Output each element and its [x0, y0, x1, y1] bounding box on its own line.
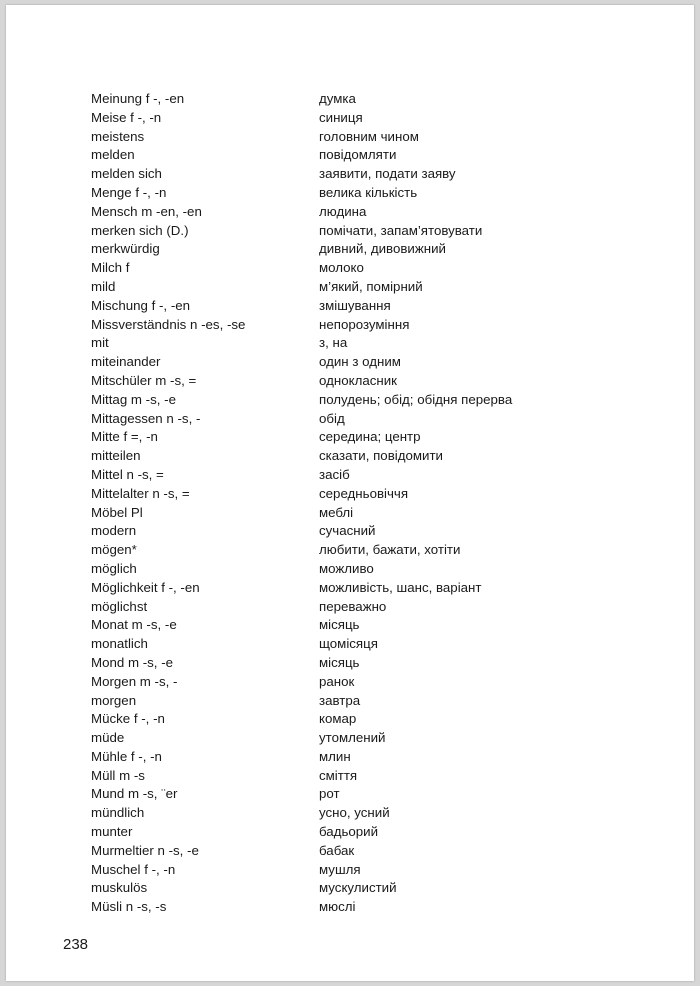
grammar-info: f -, -n — [127, 748, 162, 764]
ukrainian-translation: полудень; обід; обідня перерва — [319, 391, 513, 407]
grammar-info: m -s, - — [136, 673, 178, 689]
vocabulary-entry — [91, 184, 651, 203]
german-word: Murmeltier — [91, 842, 154, 858]
german-word: Morgen — [91, 673, 137, 689]
ukrainian-translation: середина; центр — [319, 429, 421, 445]
ukrainian-translation: місяць — [319, 654, 360, 670]
german-word: Missverständnis — [91, 316, 187, 332]
vocabulary-entry — [91, 560, 651, 579]
grammar-info: f -, -en — [147, 297, 191, 313]
vocabulary-entry — [91, 259, 651, 278]
vocabulary-entry — [91, 447, 651, 466]
vocabulary-entry — [91, 504, 651, 523]
vocabulary-entry — [91, 861, 651, 880]
vocabulary-entry — [91, 673, 651, 692]
grammar-info: m -s, -e — [127, 391, 176, 407]
vocabulary-entry — [91, 710, 651, 729]
german-term — [91, 541, 137, 560]
german-word: merken sich (D.) — [91, 222, 189, 238]
german-term — [91, 692, 136, 711]
vocabulary-entry — [91, 823, 651, 842]
vocabulary-entry — [91, 598, 651, 617]
vocabulary-entry — [91, 804, 651, 823]
vocabulary-entry — [91, 203, 651, 222]
grammar-info: Pl — [127, 504, 143, 520]
ukrainian-translation: один з одним — [319, 354, 401, 370]
ukrainian-translation: переважно — [319, 598, 387, 614]
german-word: Mensch — [91, 203, 138, 219]
german-term — [91, 372, 196, 391]
german-word: mitteilen — [91, 448, 141, 464]
german-word: mögen* — [91, 542, 137, 558]
german-term — [91, 240, 160, 259]
grammar-info: m -en, -en — [137, 203, 202, 219]
vocabulary-entry — [91, 109, 651, 128]
ukrainian-translation: млин — [319, 748, 351, 764]
german-word: möglich — [91, 560, 137, 576]
ukrainian-translation: думка — [319, 91, 356, 106]
german-term — [91, 823, 132, 842]
german-term — [91, 428, 158, 447]
ukrainian-translation: непорозуміння — [319, 316, 410, 332]
german-term — [91, 598, 147, 617]
ukrainian-translation: меблі — [319, 504, 354, 520]
ukrainian-translation: молоко — [319, 260, 364, 276]
german-word: Menge — [91, 184, 132, 200]
ukrainian-translation: ранок — [319, 673, 355, 689]
german-word: muskulös — [91, 880, 148, 896]
ukrainian-translation: комар — [319, 711, 357, 727]
german-term — [91, 184, 166, 203]
ukrainian-translation: мушля — [319, 861, 361, 877]
german-word: Mittel — [91, 466, 123, 482]
grammar-info: n -s, -e — [153, 842, 199, 858]
vocabulary-entry — [91, 541, 651, 560]
german-term — [91, 466, 164, 485]
page-number: 238 — [63, 936, 89, 953]
ukrainian-translation: м’який, помірний — [319, 278, 423, 294]
ukrainian-translation: щомісяця — [319, 636, 378, 652]
vocabulary-entry — [91, 334, 651, 353]
german-word: melden sich — [91, 166, 162, 182]
vocabulary-entry — [91, 654, 651, 673]
grammar-info: f -, -n — [140, 861, 176, 877]
ukrainian-translation: велика кількість — [319, 184, 418, 200]
german-term — [91, 673, 177, 692]
vocabulary-entry — [91, 729, 651, 748]
ukrainian-translation: утомлений — [319, 730, 386, 746]
ukrainian-translation: можливо — [319, 560, 374, 576]
german-word: Mitte — [91, 429, 120, 445]
ukrainian-translation: мюслі — [319, 899, 356, 915]
ukrainian-translation: бабак — [319, 842, 355, 858]
vocabulary-entry — [91, 297, 651, 316]
vocabulary-entry — [91, 767, 651, 786]
german-word: melden — [91, 147, 135, 163]
ukrainian-translation: обід — [319, 410, 345, 426]
vocabulary-entry — [91, 522, 651, 541]
german-term — [91, 898, 166, 917]
grammar-info: m -s, -e — [127, 617, 177, 633]
german-word: Möglichkeit — [91, 579, 158, 595]
vocabulary-entry — [91, 278, 651, 297]
vocabulary-entry — [91, 485, 651, 504]
german-word: Muschel — [91, 861, 141, 877]
german-term — [91, 785, 177, 804]
ukrainian-translation: синиця — [319, 109, 363, 125]
vocabulary-entry — [91, 240, 651, 259]
german-term — [91, 804, 144, 823]
grammar-info: n -es, -se — [186, 316, 246, 332]
german-term — [91, 316, 245, 335]
german-term — [91, 334, 109, 353]
german-word: Mittelalter — [91, 485, 149, 501]
vocabulary-entry — [91, 316, 651, 335]
vocabulary-entry — [91, 842, 651, 861]
german-term — [91, 729, 124, 748]
german-word: Müsli — [91, 899, 123, 915]
vocabulary-entry — [91, 165, 651, 184]
german-word: Mund — [91, 786, 125, 802]
german-term — [91, 259, 129, 278]
german-term — [91, 635, 148, 654]
german-term — [91, 410, 200, 429]
german-word: Möbel — [91, 504, 128, 520]
ukrainian-translation: сказати, повідомити — [319, 448, 443, 464]
ukrainian-translation: середньовіччя — [319, 485, 409, 501]
german-word: Mischung — [91, 297, 148, 313]
vocabulary-entry — [91, 748, 651, 767]
german-term — [91, 165, 162, 184]
ukrainian-translation: змішування — [319, 297, 391, 313]
german-term — [91, 447, 141, 466]
german-term — [91, 278, 115, 297]
german-word: mit — [91, 335, 109, 351]
vocabulary-entry — [91, 579, 651, 598]
vocabulary-entry — [91, 391, 651, 410]
german-term — [91, 128, 144, 147]
german-word: Monat — [91, 617, 128, 633]
ukrainian-translation: однокласник — [319, 372, 397, 388]
german-term — [91, 391, 176, 410]
vocabulary-entry — [91, 146, 651, 165]
german-term — [91, 654, 173, 673]
german-term — [91, 560, 137, 579]
german-word: mündlich — [91, 805, 145, 821]
german-word: Milch — [91, 260, 123, 276]
ukrainian-translation: місяць — [319, 617, 360, 633]
german-term — [91, 353, 160, 372]
grammar-info: m -s, ¨er — [124, 786, 178, 802]
german-word: Mitschüler — [91, 372, 152, 388]
ukrainian-translation: заявити, подати заяву — [319, 166, 456, 182]
german-term — [91, 146, 135, 165]
german-term — [91, 879, 147, 898]
german-word: Mittag — [91, 391, 128, 407]
ukrainian-translation: сучасний — [319, 523, 376, 539]
german-word: Mond — [91, 654, 125, 670]
vocabulary-entry — [91, 428, 651, 447]
german-term — [91, 109, 161, 128]
german-term — [91, 203, 202, 222]
grammar-info: n -s, -s — [122, 899, 167, 915]
vocabulary-entry — [91, 692, 651, 711]
german-word: Mittagessen — [91, 410, 163, 426]
german-word: Müll — [91, 767, 116, 783]
ukrainian-translation: сміття — [319, 767, 358, 783]
ukrainian-translation: рот — [319, 786, 340, 802]
ukrainian-translation: мускулистий — [319, 880, 397, 896]
vocabulary-entry — [91, 222, 651, 241]
german-term — [91, 748, 162, 767]
ukrainian-translation: дивний, дивовижний — [319, 241, 446, 257]
german-word: monatlich — [91, 636, 148, 652]
ukrainian-translation: любити, бажати, хотіти — [319, 542, 461, 558]
ukrainian-translation: повідомляти — [319, 147, 397, 163]
german-word: miteinander — [91, 354, 161, 370]
ukrainian-translation: завтра — [319, 692, 361, 708]
ukrainian-translation: помічати, запам’ятовувати — [319, 222, 483, 238]
vocabulary-entry — [91, 90, 651, 109]
german-term — [91, 90, 184, 109]
grammar-info: f — [122, 260, 130, 276]
german-term — [91, 504, 143, 523]
german-word: Meinung — [91, 91, 143, 106]
grammar-info: f -, -en — [142, 91, 185, 106]
german-term — [91, 522, 136, 541]
german-term — [91, 485, 190, 504]
german-word: merkwürdig — [91, 241, 160, 257]
german-term — [91, 579, 200, 598]
german-word: Meise — [91, 109, 127, 125]
grammar-info: n -s, = — [148, 485, 190, 501]
grammar-info: f -, -en — [157, 579, 200, 595]
vocabulary-entry — [91, 410, 651, 429]
vocabulary-entry — [91, 616, 651, 635]
german-word: Mücke — [91, 711, 131, 727]
german-term — [91, 710, 165, 729]
grammar-info: f -, -n — [130, 711, 165, 727]
german-term — [91, 297, 190, 316]
german-word: Mühle — [91, 748, 128, 764]
ukrainian-translation: бадьорий — [319, 824, 379, 840]
grammar-info: m -s — [115, 767, 145, 783]
vocabulary-entry — [91, 635, 651, 654]
german-word: meistens — [91, 128, 145, 144]
german-word: müde — [91, 730, 125, 746]
german-word: modern — [91, 523, 137, 539]
vocabulary-entry — [91, 898, 651, 917]
ukrainian-translation: людина — [319, 203, 367, 219]
ukrainian-translation: головним чином — [319, 128, 419, 144]
vocabulary-entry — [91, 353, 651, 372]
grammar-info: f -, -n — [126, 109, 162, 125]
ukrainian-translation: усно, усний — [319, 805, 390, 821]
grammar-info: m -s, -e — [124, 654, 174, 670]
vocabulary-entry — [91, 785, 651, 804]
ukrainian-translation: можливість, шанс, варіант — [319, 579, 482, 595]
vocabulary-entry — [91, 372, 651, 391]
ukrainian-translation: засіб — [319, 466, 350, 482]
grammar-info: m -s, = — [151, 372, 197, 388]
german-word: morgen — [91, 692, 137, 708]
dictionary-page — [6, 5, 694, 981]
german-term — [91, 861, 175, 880]
german-term — [91, 767, 145, 786]
german-term — [91, 222, 189, 241]
vocabulary-list — [91, 90, 651, 917]
grammar-info: f -, -n — [131, 184, 167, 200]
grammar-info: f =, -n — [119, 429, 158, 445]
german-word: mild — [91, 278, 116, 294]
vocabulary-entry — [91, 466, 651, 485]
german-term — [91, 616, 177, 635]
german-term — [91, 842, 199, 861]
vocabulary-entry — [91, 128, 651, 147]
german-word: munter — [91, 824, 133, 840]
grammar-info: n -s, = — [122, 466, 164, 482]
german-word: möglichst — [91, 598, 148, 614]
ukrainian-translation: з, на — [319, 335, 348, 351]
grammar-info: n -s, - — [162, 410, 201, 426]
vocabulary-entry — [91, 879, 651, 898]
